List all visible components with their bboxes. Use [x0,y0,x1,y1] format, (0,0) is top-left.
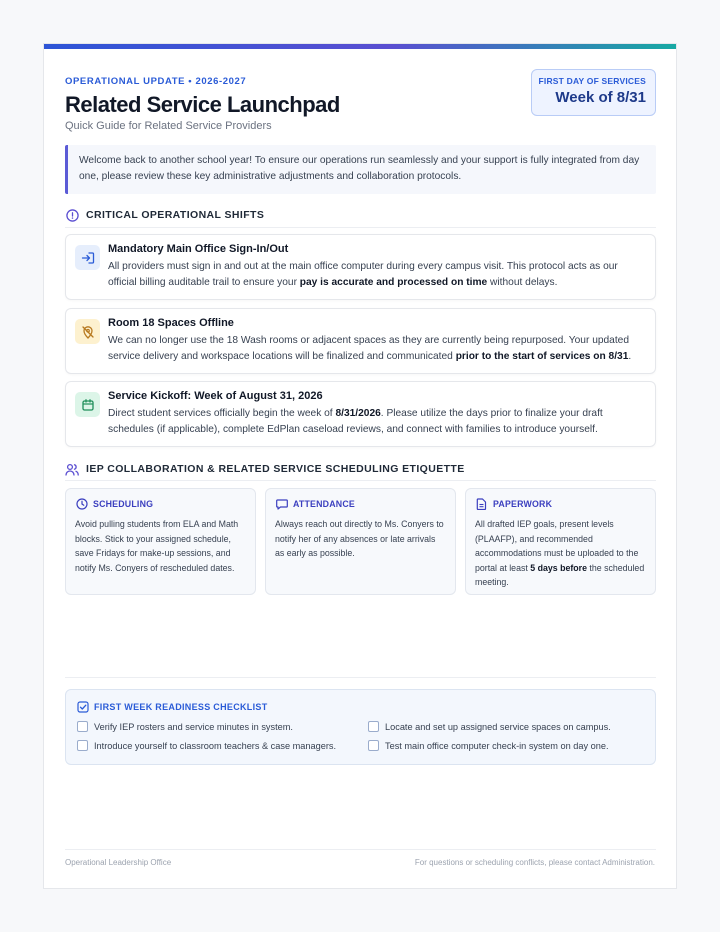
etiquette-card-scheduling [65,488,256,595]
shift-heading: Room 18 Spaces Offline [108,317,234,329]
readiness-checklist [65,689,656,765]
gradient-top-bar [44,44,676,49]
first-day-value: Week of 8/31 [555,89,646,106]
footer-right: For questions or scheduling conflicts, please contact Administration. [414,858,655,867]
alert-circle-icon [65,208,79,222]
first-day-card [531,69,656,116]
footer-divider [65,849,656,850]
section-heading-shifts [65,207,656,223]
page-title: Related Service Launchpad [65,92,340,117]
checklist-item[interactable]: Locate and set up assigned service spaces on campus. [368,721,611,732]
etiquette-card-paperwork [465,488,656,595]
shift-heading: Mandatory Main Office Sign-In/Out [108,243,289,255]
message-icon [275,497,288,510]
section-title-shifts: CRITICAL OPERATIONAL SHIFTS [86,209,265,221]
divider [65,677,656,678]
checkbox[interactable] [77,740,88,751]
users-icon [65,462,79,476]
checkbox-checked-icon [77,701,89,713]
checklist-item[interactable]: Introduce yourself to classroom teachers & case managers. [77,740,336,751]
etiquette-heading: SCHEDULING [75,497,246,510]
eyebrow-label: OPERATIONAL UPDATE • 2026-2027 [65,76,247,87]
etiquette-body: All drafted IEP goals, present levels (PLAAFP), and recommended accommodations must be uploaded to the portal at least 5 days before the scheduled meeting. [475,519,645,587]
first-day-label: FIRST DAY OF SERVICES [538,76,646,86]
document-icon [475,497,488,510]
section-divider [65,480,656,481]
shift-body: All providers must sign in and out at the main office computer during every campus visit. This protocol acts as our official billing auditable trail to ensure your pay is accurate and processed on time without delays. [108,261,618,288]
shift-card-sign-in [65,234,656,300]
etiquette-heading: PAPERWORK [475,497,646,510]
shift-body: Direct student services officially begin the week of 8/31/2026. Please utilize the days prior to finalize your draft schedules (if applicable), complete EdPlan caseload reviews, and connect with families to introduce yourself. [108,408,603,435]
checkbox[interactable] [77,721,88,732]
shift-body: We can no longer use the 18 Wash rooms or adjacent spaces as they are currently being repurposed. Your updated service delivery and workspace locations will be finalized and communicated prior to the start of services on 8/31. [108,335,632,362]
checklist-item[interactable]: Verify IEP rosters and service minutes in system. [77,721,293,732]
shift-card-room-18 [65,308,656,374]
checkbox[interactable] [368,721,379,732]
location-off-icon [75,319,100,344]
document-page [43,43,677,889]
etiquette-heading: ATTENDANCE [275,497,446,510]
checkbox[interactable] [368,740,379,751]
section-divider [65,227,656,228]
shift-card-kickoff [65,381,656,447]
footer-left: Operational Leadership Office [65,858,172,867]
intro-callout: Welcome back to another school year! To ensure our operations run seamlessly and your support is fully integrated from day one, please review these key administrative adjustments and collaboration protocols. [65,145,656,194]
etiquette-body: Avoid pulling students from ELA and Math blocks. Stick to your assigned schedule, save Fridays for make-up sessions, and notify Ms. Conyers of rescheduled dates. [75,519,239,573]
section-heading-iep [65,461,656,477]
etiquette-card-attendance [265,488,456,595]
etiquette-body: Always reach out directly to Ms. Conyers to notify her of any absences or late arrivals as early as possible. [275,519,444,558]
section-title-iep: IEP COLLABORATION & RELATED SERVICE SCHEDULING ETIQUETTE [86,463,465,475]
clock-icon [75,497,88,510]
checklist-item[interactable]: Test main office computer check-in system on day one. [368,740,609,751]
calendar-icon [75,392,100,417]
checklist-heading: FIRST WEEK READINESS CHECKLIST [77,701,268,713]
shift-heading: Service Kickoff: Week of August 31, 2026 [108,390,323,402]
sign-in-icon [75,245,100,270]
page-subtitle: Quick Guide for Related Service Providers [65,120,272,132]
